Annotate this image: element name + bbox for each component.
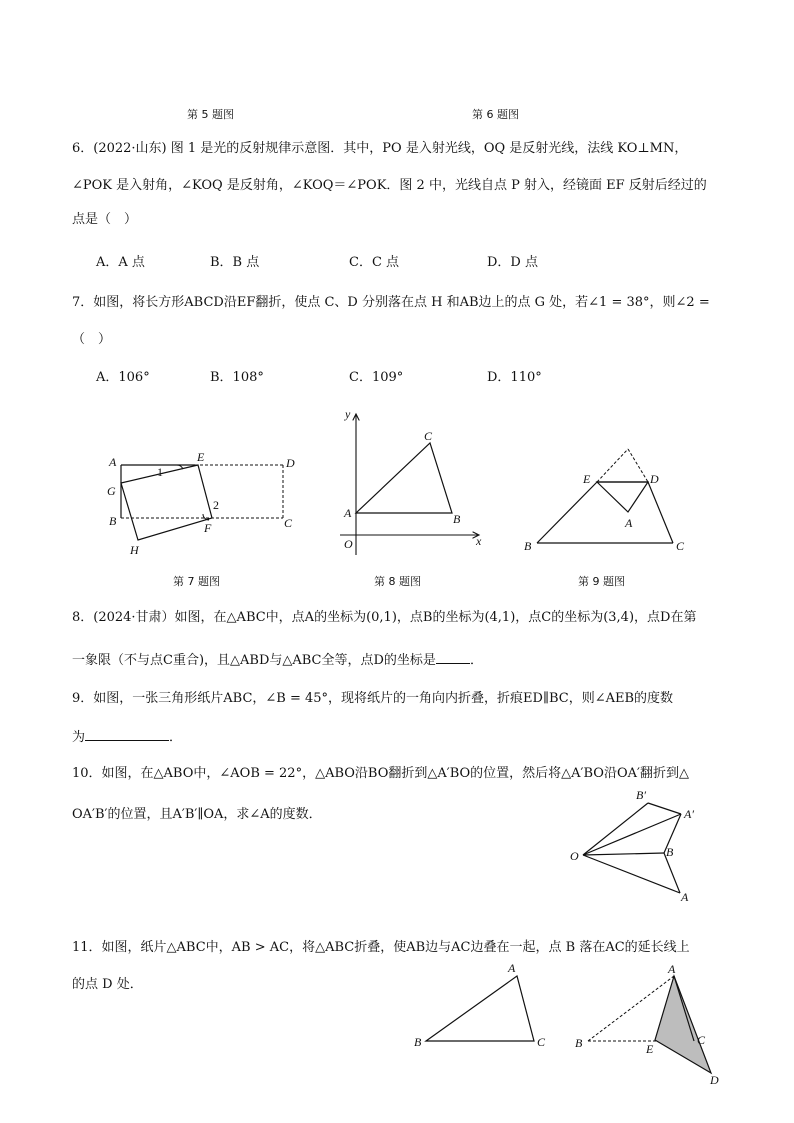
caption-figure-7: 第 7 题图 [173, 575, 220, 588]
q6-line-3: 点是（ ） [72, 212, 138, 227]
q7-option-d[interactable]: D．110° [487, 370, 542, 385]
q6-option-a[interactable]: A．A 点 [96, 255, 145, 270]
fig10-label-A: A [681, 890, 689, 904]
q7-line-2: （ ） [72, 332, 112, 347]
fig7-label-G: G [107, 484, 116, 498]
caption-figure-6: 第 6 题图 [472, 108, 519, 121]
fig7-label-E: E [197, 450, 205, 464]
fig8-label-x: x [476, 534, 482, 548]
fig8-label-A: A [344, 506, 352, 520]
q9-line-2-text: 为 [72, 730, 86, 745]
q8-line-2-text: 一象限（不与点C重合)，且△ABD与△ABC全等，点D的坐标是 [72, 653, 436, 668]
fig7-label-H: H [130, 543, 139, 557]
q11-line-1: 11．如图，纸片△ABC中，AB > AC，将△ABC折叠，使AB边与AC边叠在一起，点 B 落在AC的延长线上 [72, 940, 690, 955]
q7-option-c[interactable]: C．109° [349, 370, 404, 385]
fig9-label-B: B [524, 539, 532, 553]
fig7-label-C: C [284, 516, 293, 530]
q6-line-1: 6．(2022·山东) 图 1 是光的反射规律示意图．其中，PO 是入射光线，OQ 是反射光线，法线 KO⊥MN， [72, 141, 688, 156]
caption-figure-5: 第 5 题图 [187, 108, 234, 121]
q6-option-d[interactable]: D．D 点 [487, 255, 538, 270]
q7-option-b[interactable]: B．108° [210, 370, 264, 385]
fig7-label-B: B [109, 514, 117, 528]
fig10-label-O: O [570, 849, 579, 863]
q9-line-1: 9．如图，一张三角形纸片ABC，∠B = 45°，现将纸片的一角向内折叠，折痕ED∥BC，则∠AEB的度数 [72, 691, 674, 706]
q10-line-1: 10．如图，在△ABO中，∠AOB = 22°，△ABO沿BO翻折到△A′BO的位置，然后将△A′BO沿OA′翻折到△ [72, 766, 689, 781]
fig10-label-B: B [666, 845, 674, 859]
fig11b-label-D: D [710, 1073, 719, 1087]
fig7-label-A: A [109, 455, 117, 469]
fig7-label-F: F [204, 521, 212, 535]
fig11b-label-C: C [697, 1033, 706, 1047]
caption-figure-9: 第 9 题图 [578, 575, 625, 588]
fig8-label-y: y [345, 407, 351, 421]
q8-line-2-end: ． [469, 653, 483, 668]
q6-line-2: ∠POK 是入射角，∠KOQ 是反射角，∠KOQ＝∠POK．图 2 中，光线自点 P 射入，经镜面 EF 反射后经过的 [72, 178, 707, 193]
fig11b-label-E: E [646, 1042, 654, 1056]
fig11a-label-C: C [537, 1035, 546, 1049]
q7-line-1: 7．如图，将长方形ABCD沿EF翻折，使点 C、D 分别落在点 H 和AB边上的点 G 处，若∠1 = 38°，则∠2 = [72, 295, 710, 310]
fig7-label-D: D [286, 456, 295, 470]
fig8-label-O: O [344, 537, 353, 551]
fig9-label-E: E [583, 472, 591, 486]
fig8-label-C: C [424, 429, 433, 443]
q6-option-b[interactable]: B．B 点 [210, 255, 260, 270]
fig10-label-B-prime: B′ [636, 788, 646, 802]
fig8-label-B: B [453, 512, 461, 526]
q9-line-2-end: ． [169, 730, 183, 745]
q7-option-a[interactable]: A．106° [96, 370, 150, 385]
q6-option-c[interactable]: C．C 点 [349, 255, 400, 270]
fig11a-label-A: A [508, 961, 516, 975]
q8-line-1: 8．(2024·甘肃）如图，在△ABC中，点A的坐标为(0,1)，点B的坐标为(4,1)，点C的坐标为(3,4)，点D在第 [72, 610, 697, 625]
fig10-label-A-prime: A′ [684, 807, 694, 821]
fig11b-label-B: B [575, 1036, 583, 1050]
q11-line-2: 的点 D 处． [72, 977, 143, 992]
fig11b-label-A: A [668, 962, 676, 976]
caption-figure-8: 第 8 题图 [374, 575, 421, 588]
fig7-angle-2: 2 [213, 498, 219, 512]
fig7-angle-1: 1 [157, 465, 163, 479]
q10-line-2: OA′B′的位置，且A′B′∥OA，求∠A的度数． [72, 807, 322, 822]
fig11a-label-B: B [414, 1035, 422, 1049]
fig9-label-C: C [676, 539, 685, 553]
fig9-label-A: A [625, 516, 633, 530]
fig9-label-D: D [650, 472, 659, 486]
